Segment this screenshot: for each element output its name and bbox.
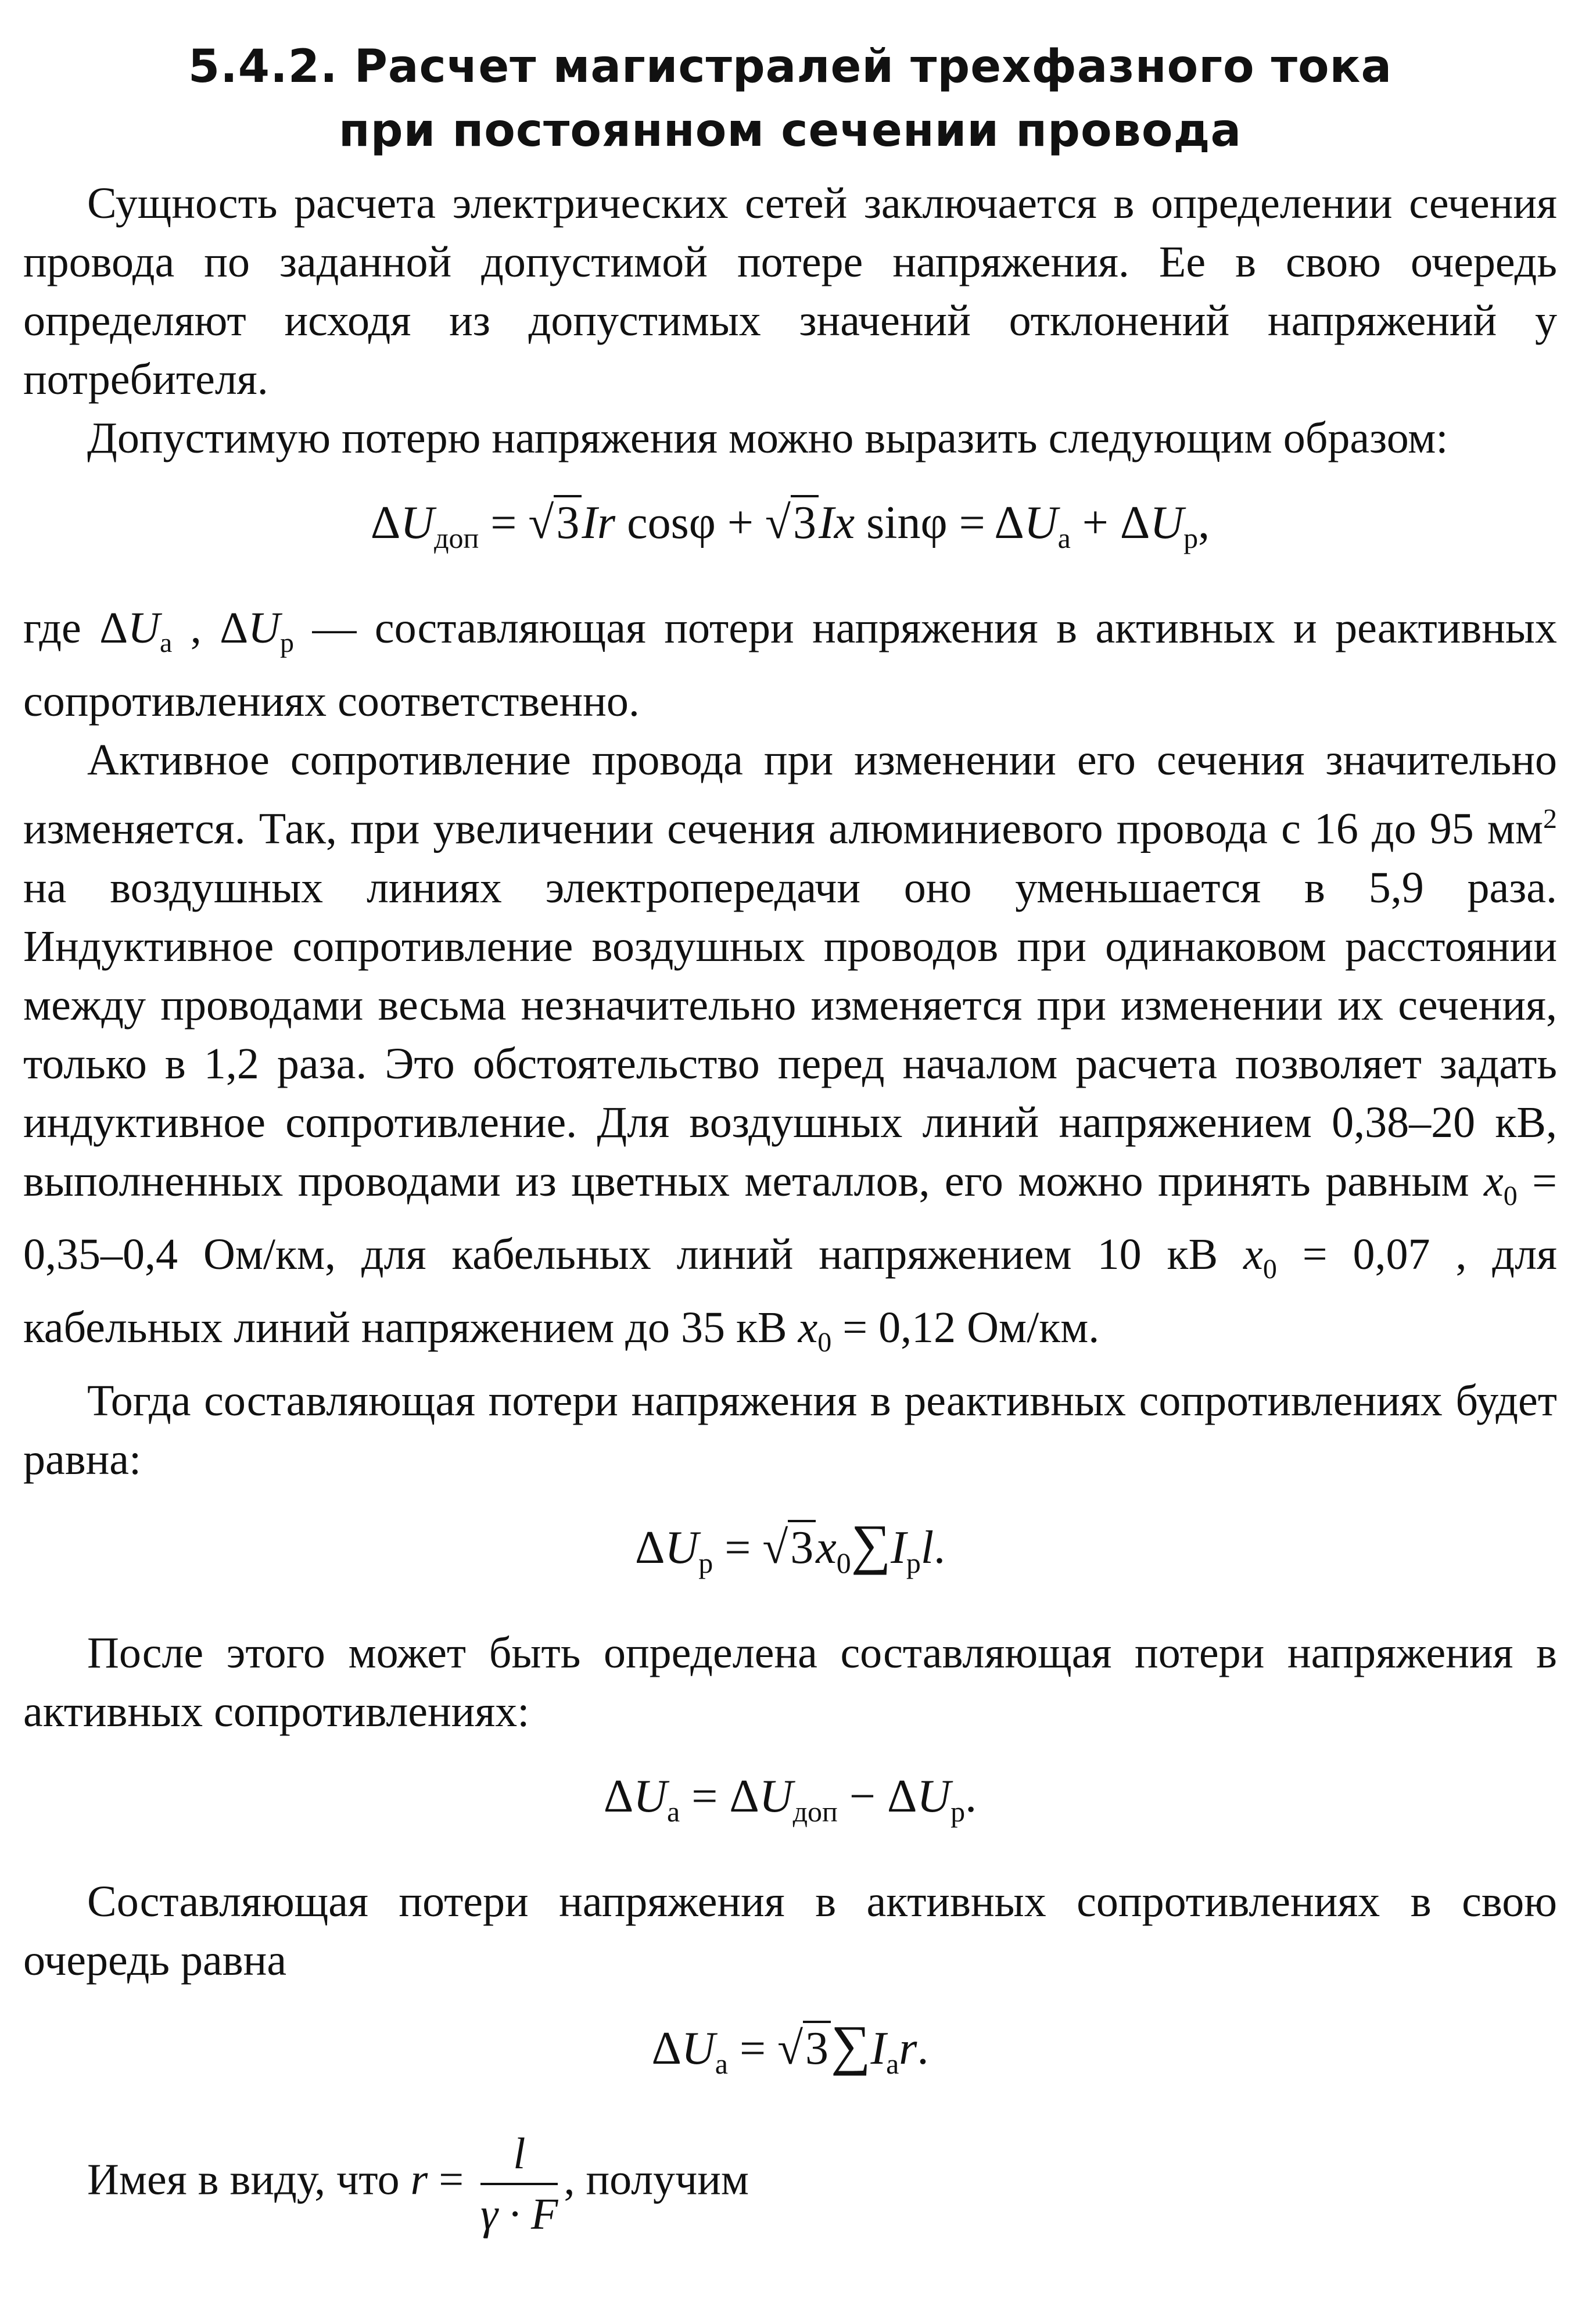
delta-symbol: Δ [729,1771,759,1823]
radicand-3: 3 [803,2021,831,2074]
superscript-2: 2 [1543,804,1557,835]
u-symbol: U [128,604,160,652]
equals-sign: = [479,497,529,548]
where-word: где [23,604,81,652]
subscript-p: р [280,627,294,659]
current-symbol: I [891,1522,906,1574]
equals-sign: = [428,2155,475,2204]
reactance-symbol: x [798,1303,818,1352]
paragraph-active-equals: Составляющая потери напряжения в активных сопротивлениях в свою очередь равна [23,1877,1557,1985]
u-symbol: U [917,1771,951,1823]
subscript-dop: доп [434,522,479,554]
plus-sign: + [715,497,766,548]
formula-voltage-loss-total [23,491,1557,570]
sqrt-3 [777,2021,831,2074]
paragraph-voltage-loss: Допустимую потерю напряжения можно выразить следующим образом: [87,414,1448,462]
paragraph-intro: Сущность расчета электрических сетей заключается в определении сечения провода по заданной допустимой потере напряжения. Ее в свою очередь определяют исходя из допустимых значений отклонений напряжений у потребителя. [23,179,1557,404]
components-text: — составляющая потери напряжения в активных и реактивных сопротивлениях соответственно. [23,604,1557,726]
resistance-symbol: r [410,2155,428,2204]
fraction-denominator: γ · F [480,2190,558,2239]
paragraph-active-component: После этого может быть определена составляющая потери напряжения в активных сопротивлениях: [23,1629,1557,1737]
sqrt-3-b [765,495,819,548]
u-symbol: U [665,1522,699,1574]
delta-symbol: Δ [1120,497,1150,548]
subscript-0: 0 [1262,1253,1277,1285]
length-symbol: l [920,1522,934,1574]
delta-symbol: Δ [220,604,249,652]
radicand-3: 3 [788,1520,816,1573]
sin-function: sin [866,497,921,548]
text-segment: , получим [564,2155,749,2204]
equals-sign: = [680,1771,730,1823]
delta-symbol: Δ [99,604,128,652]
subscript-0: 0 [817,1327,832,1358]
paragraph-resistance [23,731,1557,1372]
plus-sign: + [1070,497,1120,548]
sum-symbol: ∑ [831,2014,871,2076]
radicand-3: 3 [554,495,582,548]
subscript-p: р [950,1795,966,1828]
period: . [917,2023,929,2075]
reactance-symbol: x [834,497,855,548]
subscript-p: р [698,1547,713,1580]
subscript-p: р [1183,522,1199,554]
sum-symbol: ∑ [851,1513,891,1576]
sqrt-sign: √ [777,2023,804,2075]
heading-line-2: при постоянном сечении провода [338,105,1242,157]
reactance-symbol: x [816,1522,837,1574]
fraction-l-over-gamma-f [480,2125,558,2243]
subscript-a: а [886,2047,899,2081]
text-segment: на воздушных линиях электропередачи оно уменьшается в 5,9 раза. Индуктивное сопротивление воздушных проводов при одинаковом расстоянии между проводами весьма незначительно изменяется при изменении их сечения, только в 1,2 раза. Это обстоятельство перед началом расчета позволяет задать индуктивное сопротивление. Для воздушных линий напряжением 0,38–20 кВ, выполненных проводами из цветных металлов, его можно принять равным [23,863,1557,1206]
equals-sign: = [947,497,995,548]
subscript-0: 0 [1503,1180,1518,1211]
u-symbol: U [633,1771,668,1823]
equals-sign: = [713,1522,763,1574]
phi-symbol: φ [688,497,716,548]
period: . [934,1522,946,1574]
current-symbol: I [582,497,597,548]
text-segment: = 0,12 Ом/км. [831,1303,1100,1352]
text-segment: Активное сопротивление провода при изменении его сечения значительно изменяется. Так, при увеличении сечения алюминиевого провода с 16 до 95 мм [23,736,1557,853]
subscript-dop: доп [792,1795,838,1828]
u-symbol: U [400,497,435,548]
delta-symbol: Δ [651,2023,681,2075]
document-page [23,35,1557,2243]
text-segment: Имея в виду, что [87,2155,411,2204]
text-segment: = 0,35–0,4 Ом/км, для кабельных линий напряжением 10 кВ [23,1156,1557,1279]
u-symbol: U [1024,497,1058,548]
formula-reactive-loss [23,1512,1557,1595]
minus-sign: − [837,1771,887,1823]
u-symbol: U [1150,497,1184,548]
radicand-3: 3 [791,495,819,548]
sqrt-3 [528,495,582,548]
text-segment: = 0,07 , для кабельных линий напряжением до 35 кВ [23,1229,1557,1352]
current-symbol: I [818,497,834,548]
paragraph-components: где $\Delta U_а$ , $\Delta U_р$ — составляющая потери напряжения в активных и реактивных сопротивлениях соответственно. [23,604,1557,726]
reactance-symbol: x [1243,1229,1263,1279]
delta-symbol: Δ [634,1522,665,1574]
paragraph-reactive-component: Тогда составляющая потери напряжения в реактивных сопротивлениях будет равна: [23,1376,1557,1484]
cos-function: cos [627,497,689,548]
delta-symbol: Δ [994,497,1024,548]
delta-symbol: Δ [603,1771,634,1823]
delta-symbol: Δ [887,1771,917,1823]
heading-line-1: 5.4.2. Расчет магистралей трехфазного тока [188,41,1393,93]
paragraph-resistance-definition [23,2125,1557,2243]
u-symbol: U [248,604,280,652]
subscript-a: а [667,1795,680,1828]
delta-symbol: Δ [370,497,401,548]
subscript-a: а [160,627,173,659]
subscript-p: р [906,1547,921,1580]
period: . [965,1771,977,1823]
phi-symbol: φ [920,497,948,548]
section-heading [23,35,1557,163]
resistance-symbol: r [899,2023,917,2075]
formula-active-loss-difference [23,1764,1557,1844]
subscript-a: а [1057,522,1071,554]
formula-active-loss-sum [23,2013,1557,2096]
sqrt-sign: √ [762,1522,788,1574]
equals-sign: = [727,2023,778,2075]
comma: , [1198,497,1210,548]
fraction-numerator: l [480,2125,558,2185]
subscript-a: а [715,2047,728,2081]
u-symbol: U [681,2023,715,2075]
subscript-0: 0 [836,1547,851,1580]
sqrt-3 [762,1520,816,1573]
reactance-symbol: x [1484,1156,1504,1206]
sqrt-sign: √ [765,497,791,548]
resistance-symbol: r [597,497,616,548]
sqrt-sign: √ [528,497,554,548]
current-symbol: I [870,2023,887,2075]
u-symbol: U [759,1771,793,1823]
